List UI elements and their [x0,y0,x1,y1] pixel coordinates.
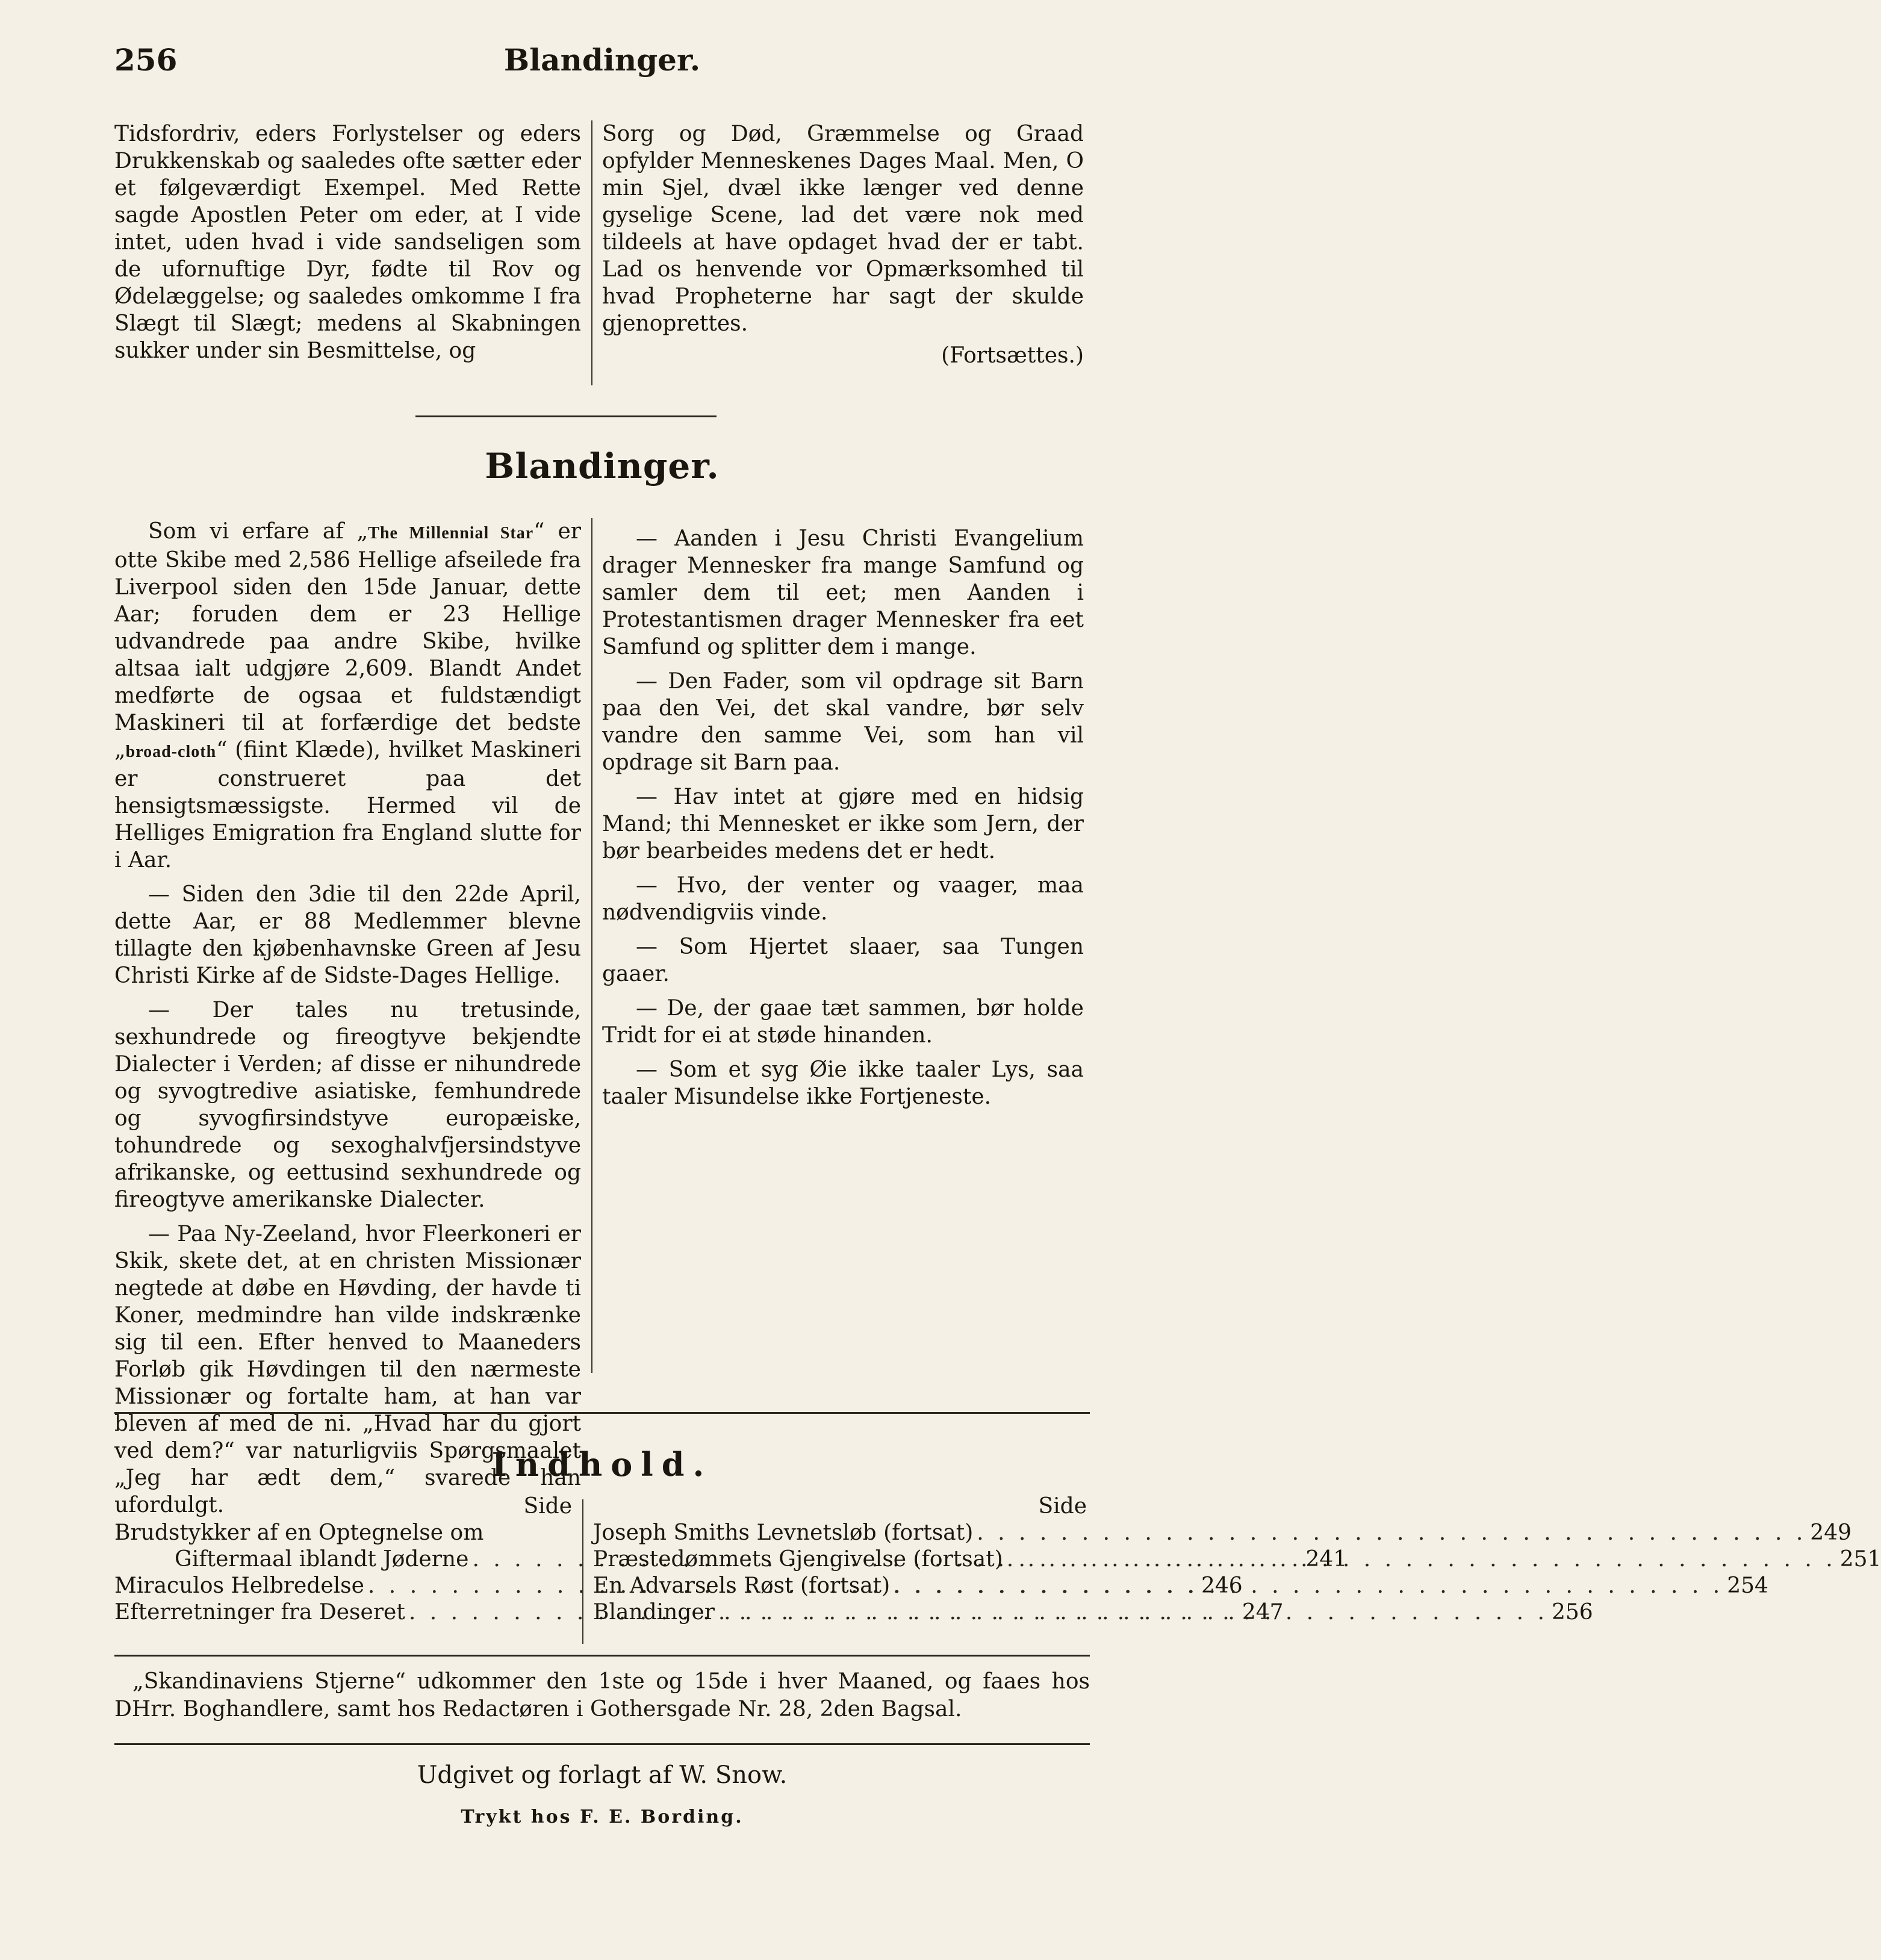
foreign-term: broad-cloth [125,742,217,761]
toc-side-label: Side [1038,1494,1087,1519]
toc-entry-title: Joseph Smiths Levnetsløb (fortsat) [593,1520,974,1545]
toc-side-label: Side [523,1494,572,1519]
dot-leader [715,1599,1552,1626]
paragraph: Sorg og Død, Græmmelse og Graad opfylder Menneskenes Dages Maal. Men, O min Sjel, dvæl ikke længer ved denne gyselige Scene, lad det være nok med tildeels at have opdaget hvad der er tabt. Lad os henvende vor Opmærksomhed til hvad Propheterne har sagt der skulde gjenoprettes. [602,122,1084,336]
paragraph: — Paa Ny-Zeeland, hvor Fleerkoneri er Skik, skete det, at en christen Missionær negtede at døbe en Høvding, der havde ti Koner, medmindre han vilde indskrænke sig til een. Efter henved to Maaneders Forløb gik Høvdingen til den nærmeste Missionær og fortalte ham, at han var bleven af med de ni. „Hvad har du gjort ved dem?“ var naturligviis Spørgsmaalet „Jeg har ædt dem,“ svarede han ufordulgt. [114,1222,581,1517]
toc-entry-page: 246 [1201,1573,1243,1598]
paragraph: — Hav intet at gjøre med en hidsig Mand; thi Mennesket er ikke som Jern, der bør bearbeides medens det er hedt. [602,785,1084,863]
blandinger-left-column [114,518,581,1517]
running-title: Blandinger. [503,42,701,78]
toc-entry-page: 249 [1810,1520,1852,1545]
dot-leader [890,1573,1727,1599]
source-name: The Millennial Star [368,524,534,543]
section-divider [114,1743,1090,1745]
running-head [114,42,1090,90]
section-heading: Blandinger. [485,446,720,487]
publication-notice: „Skandinaviens Stjerne“ udkommer den 1ste og 15de i hver Maaned, og faaes hos DHrr. Boghandlere, samt hos Redactøren i Gothersgade Nr. 28, 2den Bagsal. [114,1669,1090,1722]
dot-leader [973,1520,1810,1546]
paragraph: — Hvo, der venter og vaager, maa nødvendigviis vinde. [602,873,1084,925]
article-continuation-left [114,120,581,385]
toc-entry-title: Blandinger [593,1600,715,1625]
continued-note: (Fortsættes.) [941,343,1084,368]
paragraph: — Den Fader, som vil opdrage sit Barn paa den Vei, det skal vandre, bør selv vandre den samme Vei, som han vil opdrage sit Barn paa. [602,669,1084,775]
column-divider [582,1499,583,1644]
toc-entry-title: Præstedømmets Gjengivelse (fortsat) [593,1547,1003,1572]
paragraph: — De, der gaae tæt sammen, bør holde Tridt for ei at støde hinanden. [602,996,1084,1048]
page-number: 256 [114,42,178,78]
dot-leader [1003,1546,1840,1573]
printer-line: Trykt hos F. E. Bording. [461,1806,744,1828]
toc-entry-page: 251 [1839,1547,1881,1572]
toc-entry-page: 241 [1305,1547,1348,1572]
toc-entry-page: 254 [1727,1573,1768,1598]
blandinger-right-column [602,518,1084,1373]
publisher-line: Udgivet og forlagt af W. Snow. [417,1761,788,1789]
section-divider [114,1412,1090,1414]
toc-entry-page: 256 [1551,1600,1593,1625]
text: “ er otte Skibe med 2,586 Hellige afseilede fra Liverpool siden den 15de Januar, dette Aar; foruden dem er 23 Hellige udvandrede paa andre Skibe, hvilke altsaa ialt udgjøre 2,609. Blandt Andet medførte de ogsaa et fuldstændigt Maskineri til at forfærdige det bedste „ [114,519,581,762]
toc-entry [593,1520,1852,1546]
toc-entry-title: Giftermaal iblandt Jøderne [175,1547,469,1572]
paragraph [114,518,581,874]
paragraph: — Siden den 3die til den 22de April, dette Aar, er 88 Medlemmer blevne tillagte den kjøbenhavnske Green af Jesu Christi Kirke af de Sidste-Dages Hellige. [114,882,581,988]
paragraph: Tidsfordriv, eders Forlystelser og eders Drukkenskab og saaledes ofte sætter eder et følgeværdigt Exempel. Med Rette sagde Apostlen Peter om eder, at I vide intet, uden hvad i vide sandseligen som de ufornuftige Dyr, fødte til Rov og Ødelæggelse; og saaledes omkomme I fra Slægt til Slægt; medens al Skabningen sukker under sin Besmittelse, og [114,122,581,363]
toc-entry-title: Miraculos Helbredelse [114,1573,364,1598]
toc-title: Indhold. [491,1445,713,1484]
section-divider [114,1655,1090,1657]
paragraph: — Der tales nu tretusinde, sexhundrede og fireogtyve bekjendte Dialecter i Verden; af disse er nihundrede og syvogtredive asiatiske, femhundrede og syvogfirsindstyve europæiske, tohundrede og sexoghalvfjersindstyve afrikanske, og eettusind sexhundrede og fireogtyve amerikanske Dialecter. [114,998,581,1212]
toc-entry [114,1520,572,1546]
toc-entry-title: Efterretninger fra Deseret [114,1600,405,1625]
text: “ (fiint Klæde), hvilket Maskineri er construeret paa det hensigtsmæssigste. Hermed vil de Helliges Emigration fra England slutte for i Aar. [114,738,581,873]
text: Som vi erfare af „ [148,519,368,544]
toc-entry-title: Brudstykker af en Optegnelse om [114,1520,484,1545]
column-divider [591,120,592,385]
paragraph: — Som et syg Øie ikke taaler Lys, saa taaler Misundelse ikke Fortjeneste. [602,1057,1084,1109]
paragraph: — Som Hjertet slaaer, saa Tungen gaaer. [602,935,1084,986]
section-divider [415,415,717,417]
toc-entry-title: En Advarsels Røst (fortsat) [593,1573,891,1598]
column-divider [591,518,592,1373]
article-continuation-right [602,120,1084,385]
toc-entry-page: 247 [1242,1600,1284,1625]
paragraph: — Aanden i Jesu Christi Evangelium drager Mennesker fra mange Samfund og samler dem til eet; men Aanden i Protestantismen drager Mennesker fra eet Samfund og splitter dem i mange. [602,526,1084,659]
